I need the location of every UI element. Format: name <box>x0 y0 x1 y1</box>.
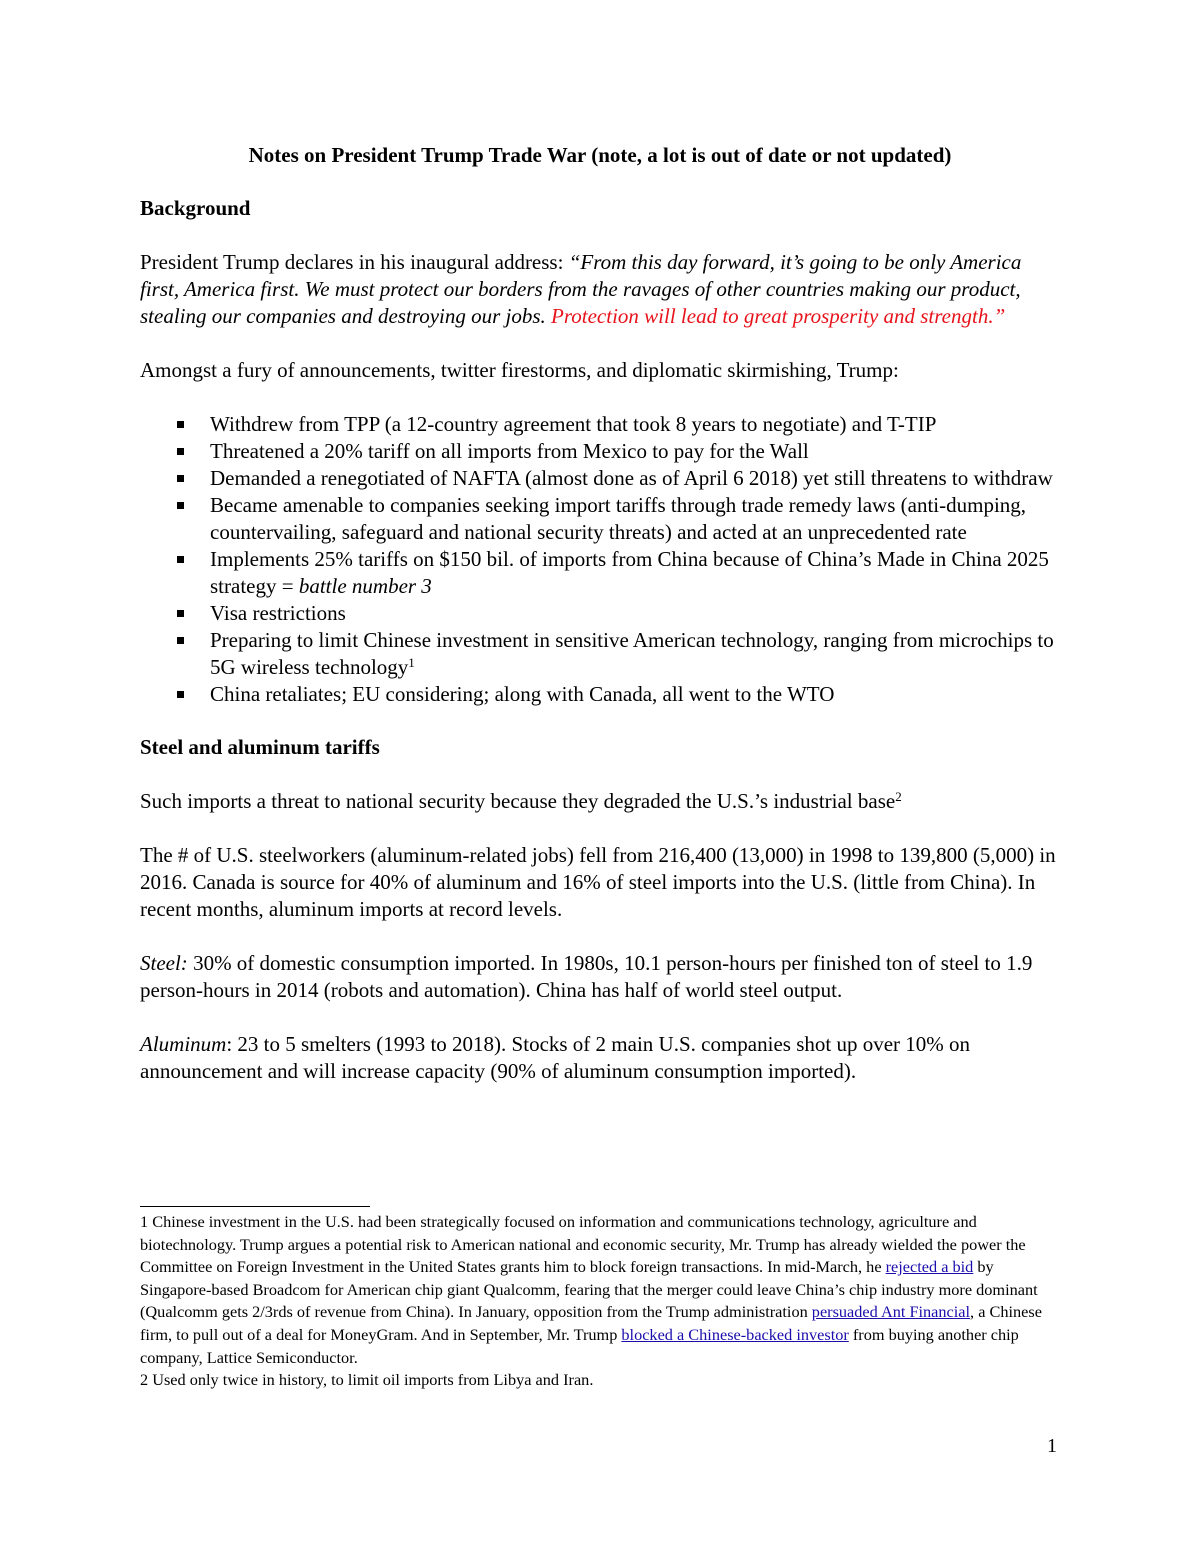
bullet-square-icon <box>177 637 184 644</box>
page-title: Notes on President Trump Trade War (note, a lot is out of date or not updated) <box>248 143 952 167</box>
bullet-square-icon <box>177 691 184 698</box>
footnote-2: 2 Used only twice in history, to limit oil imports from Libya and Iran. <box>140 1370 594 1390</box>
list-item: Visa restrictions <box>140 600 1060 627</box>
footnote-1: 1 Chinese investment in the U.S. had been strategically focused on information and communications technology, agriculture and biotechnology. Trump argues a potential risk to American national and economic security, Mr. Trump has already wielded the power the Committee on Foreign Investment in the United States grants him to block foreign transactions. In mid-March, he rejected a bid by Singapore-based Broadcom for American chip giant Qualcomm, fearing that the merger could leave China’s chip industry more dominant (Qualcomm gets 2/3rds of revenue from China). In January, opposition from the Trump administration persuaded Ant Financial, a Chinese firm, to pull out of a deal for MoneyGram. And in September, Mr. Trump blocked a Chinese-backed investor from buying another chip company, Lattice Semiconductor. <box>140 1212 1042 1367</box>
amongst-paragraph: Amongst a fury of announcements, twitter firestorms, and diplomatic skirmishing, Trump: <box>140 358 899 382</box>
chinese-investor-link[interactable]: blocked a Chinese-backed investor <box>621 1324 849 1344</box>
footnote-ref-1[interactable]: 1 <box>408 655 415 670</box>
list-item: Withdrew from TPP (a 12-country agreement that took 8 years to negotiate) and T-TIP <box>140 411 1060 438</box>
steelworkers-paragraph: The # of U.S. steelworkers (aluminum-related jobs) fell from 216,400 (13,000) in 1998 to 139,800 (5,000) in 2016. Canada is source for 40% of aluminum and 16% of steel imports into the U.S. (little from China). In recent months, aluminum imports at record levels. <box>140 843 1056 921</box>
footnotes <box>140 1206 1060 1392</box>
quote-text: “From this day forward, it’s going to be only America first, America first. We must protect our borders from the ravages of other countries making our product, stealing our companies and destroying our jobs. <box>140 250 1022 328</box>
page-number: 1 <box>1047 1435 1057 1457</box>
national-security-paragraph: Such imports a threat to national security because they degraded the U.S.’s industrial base$^2$ <box>140 789 902 813</box>
bullet-square-icon <box>177 502 184 509</box>
footnote-ref-2[interactable]: 2 <box>895 789 902 804</box>
bullet-square-icon <box>177 421 184 428</box>
intro-text: President Trump declares in his inaugural address: <box>140 250 569 274</box>
aluminum-label: Aluminum <box>140 1032 227 1056</box>
steel-label: Steel: <box>140 951 188 975</box>
bullet-square-icon <box>177 448 184 455</box>
list-item: Threatened a 20% tariff on all imports from Mexico to pay for the Wall <box>140 438 1060 465</box>
bullet-square-icon <box>177 556 184 563</box>
list-item: Demanded a renegotiated of NAFTA (almost done as of April 6 2018) yet still threatens to withdraw <box>140 465 1060 492</box>
list-item: Preparing to limit Chinese investment in sensitive American technology, ranging from microchips to 5G wireless technology$^1$ <box>140 627 1060 681</box>
list-item: China retaliates; EU considering; along with Canada, all went to the WTO <box>140 681 1060 708</box>
main-content <box>140 142 1060 1112</box>
bullet-square-icon <box>177 475 184 482</box>
rejected-bid-link[interactable]: rejected a bid <box>885 1257 974 1277</box>
steel-aluminum-heading: Steel and aluminum tariffs <box>140 735 380 759</box>
background-heading: Background <box>140 196 251 220</box>
list-item: Became amenable to companies seeking import tariffs through trade remedy laws (anti-dumping, countervailing, safeguard and national security threats) and acted at an unprecedented rate <box>140 492 1060 546</box>
ant-financial-link[interactable]: persuaded Ant Financial <box>811 1302 971 1322</box>
bullet-square-icon <box>177 610 184 617</box>
actions-list <box>140 411 1060 708</box>
inaugural-quote-paragraph <box>140 249 1060 330</box>
aluminum-paragraph: Aluminum: 23 to 5 smelters (1993 to 2018). Stocks of 2 main U.S. companies shot up over 10% on announcement and will increase capacity (90% of aluminum consumption imported). <box>140 1032 971 1083</box>
steel-paragraph: Steel: 30% of domestic consumption imported. In 1980s, 10.1 person-hours per finished ton of steel to 1.9 person-hours in 2014 (robots and automation). China has half of world steel output. <box>140 951 1033 1002</box>
quote-highlight: Protection will lead to great prosperity and strength.” <box>551 304 1006 328</box>
footnote-separator <box>140 1206 370 1207</box>
list-item: Implements 25% tariffs on $150 bil. of imports from China because of China’s Made in China 2025 strategy = battle number 3 <box>140 546 1060 600</box>
